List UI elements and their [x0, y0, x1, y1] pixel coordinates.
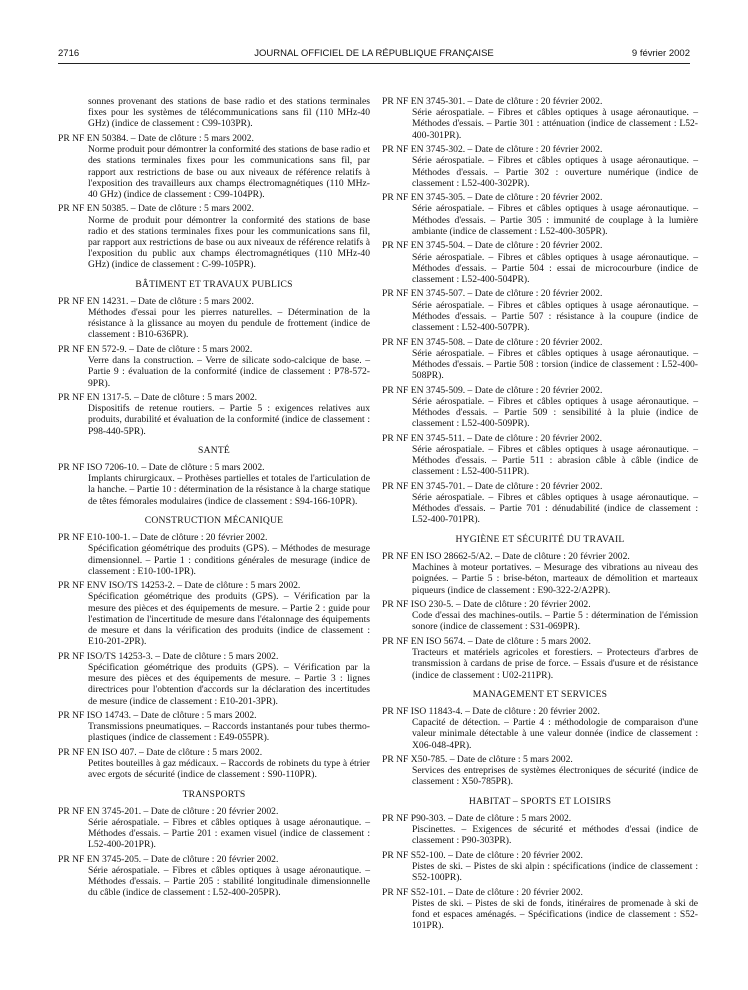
standard-entry	[58, 344, 370, 389]
standard-entry	[58, 133, 370, 200]
standard-reference: PR NF EN 3745-511. – Date de clôture : 20 février 2002.	[382, 432, 602, 444]
entry-list	[58, 532, 370, 780]
standard-reference: PR NF EN 3745-205. – Date de clôture : 20 février 2002.	[58, 853, 279, 865]
standard-entry	[382, 144, 698, 189]
standard-entry	[58, 580, 370, 647]
standard-entry	[382, 288, 698, 333]
standard-description: Spécification géométrique des produits (GPS). – Méthodes de mesurage dimensionnel. – Partie 1 : conditions générales de mesurage (indice de classement : E10-100-1PR).	[88, 543, 370, 577]
standard-description: Norme produit pour démontrer la conformité des stations de base radio et des stations terminales fixes pour les communications sans fil, par rapport aux restrictions de base ou aux niveaux de référence relatifs à l'exposition des travailleurs aux champs électromagnétiques (110 MHz-40 GHz) (indice de classement : C99-104PR).	[88, 144, 370, 200]
standard-reference: PR NF EN 3745-701. – Date de clôture : 20 février 2002.	[382, 480, 603, 492]
standard-reference: PR NF EN ISO 407. – Date de clôture : 5 mars 2002.	[58, 746, 263, 758]
standard-entry	[58, 854, 370, 899]
page-number: 2716	[58, 48, 80, 59]
standard-entry	[382, 754, 698, 788]
entry-list	[382, 706, 698, 788]
entry-list	[382, 551, 698, 681]
standard-entry	[58, 203, 370, 270]
standard-entry	[58, 392, 370, 437]
continued-text: sonnes provenant des stations de base radio et des stations terminales fixes pour les systèmes de télécommunications sans fil (110 MHz-40 GHz) (indice de classement : C99-103PR).	[88, 96, 370, 130]
standard-entry	[382, 337, 698, 382]
journal-title: JOURNAL OFFICIEL DE LA RÉPUBLIQUE FRANÇAISE	[254, 48, 494, 59]
standard-description: Code d'essai des machines-outils. – Partie 5 : détermination de l'émission sonore (indice de classement : S31-069PR).	[412, 610, 698, 633]
standard-reference: PR NF EN 50384. – Date de clôture : 5 mars 2002.	[58, 132, 254, 144]
standard-entry	[382, 240, 698, 285]
entry-list	[58, 806, 370, 899]
standard-description: Tracteurs et matériels agricoles et forestiers. – Protecteurs d'arbres de transmission à cardans de prise de force. – Essais d'usure et de résistance (indice de classement : U02-211PR).	[412, 647, 698, 681]
standard-description: Série aérospatiale. – Fibres et câbles optiques à usage aéronautique. – Méthodes d'essais. – Partie 302 : ouverture numérique (indice de classement : L52-400-302PR).	[412, 155, 698, 189]
standard-description: Verre dans la construction. – Verre de silicate sodo-calcique de base. – Partie 9 : évaluation de la conformité (indice de classement : P78-572-9PR).	[88, 355, 370, 389]
standard-entry	[382, 385, 698, 430]
standard-reference: PR NF X50-785. – Date de clôture : 5 mars 2002.	[382, 754, 573, 766]
standard-entry	[382, 551, 698, 596]
standard-entry	[58, 747, 370, 781]
standard-description: Série aérospatiale. – Fibres et câbles optiques à usage aéronautique. – Méthodes d'essais. – Partie 305 : immunité de couplage à la lumière ambiante (indice de classement : L52-400-305PR).	[412, 203, 698, 237]
standard-description: Méthodes d'essai pour les pierres naturelles. – Détermination de la résistance à la glissance au moyen du pendule de frottement (indice de classement : B10-636PR).	[88, 307, 370, 341]
entry-list	[58, 133, 370, 271]
standard-entry	[382, 96, 698, 141]
standard-description: Norme de produit pour démontrer la conformité des stations de base radio et des stations terminales fixes pour les communications sans fil, par rapport aux restrictions de base ou aux niveaux de référence relatifs à l'exposition du public aux champs électromagnétiques (110 MHz-40 GHz) (indice de classement : C-99-105PR).	[88, 214, 370, 271]
standard-reference: PR NF EN 1317-5. – Date de clôture : 5 mars 2002.	[58, 392, 258, 404]
standard-reference: PR NF EN 3745-509. – Date de clôture : 20 février 2002.	[382, 384, 603, 396]
entry-list	[58, 462, 370, 507]
standard-description: Spécification géométrique des produits (GPS). – Vérification par la mesure des pièces et des équipements de mesure. – Partie 3 : lignes directrices pour l'obtention d'accords sur la déclaration des incertitudes de mesure (indice de classement : E10-201-3PR).	[88, 661, 370, 707]
standard-description: Série aérospatiale. – Fibres et câbles optiques à usage aéronautique. – Méthodes d'essais. – Partie 507 : résistance à la coupure (indice de classement : L52-400-507PR).	[412, 299, 698, 334]
standard-description: Pistes de ski. – Pistes de ski de fonds, itinéraires de promenade à ski de fond et espaces aménagés. – Spécifications (indice de classement : S52-101PR).	[412, 897, 698, 932]
standard-description: Capacité de détection. – Partie 4 : méthodologie de comparaison d'une valeur minimale détectable à une valeur donnée (indice de classement : X06-048-4PR).	[412, 717, 698, 751]
standard-reference: PR NF EN 3745-507. – Date de clôture : 20 février 2002.	[382, 288, 603, 300]
standard-description: Machines à moteur portatives. – Mesurage des vibrations au niveau des poignées. – Partie 5 : brise-béton, marteaux de démolition et marteaux piqueurs (indice de classement : E90-322-2/A2PR).	[412, 562, 698, 596]
standard-entry	[58, 462, 370, 507]
standard-reference: PR NF EN 3745-508. – Date de clôture : 20 février 2002.	[382, 336, 603, 348]
standard-entry	[382, 433, 698, 478]
standard-reference: PR NF ISO 230-5. – Date de clôture : 20 février 2002.	[382, 599, 591, 610]
standard-reference: PR NF EN ISO 28662-5/A2. – Date de clôture : 20 février 2002.	[382, 550, 630, 562]
standard-reference: PR NF ENV ISO/TS 14253-2. – Date de clôture : 5 mars 2002.	[58, 580, 301, 592]
standard-entry	[382, 706, 698, 751]
standard-description: Dispositifs de retenue routiers. – Partie 5 : exigences relatives aux produits, durabilité et évaluation de la conformité (indice de classement : P98-440-5PR).	[88, 403, 370, 437]
header-rule	[58, 63, 690, 64]
section-heading: BÂTIMENT ET TRAVAUX PUBLICS	[135, 278, 293, 290]
standard-description: Services des entreprises de systèmes électroniques de sécurité (indice de classement : X50-785PR).	[412, 765, 698, 788]
standard-reference: PR NF E10-100-1. – Date de clôture : 20 février 2002.	[58, 532, 268, 544]
standard-description: Piscinettes. – Exigences de sécurité et méthodes d'essai (indice de classement : P90-303PR).	[412, 824, 698, 847]
page-header	[58, 48, 690, 64]
standard-reference: PR NF EN 3745-301. – Date de clôture : 20 février 2002.	[382, 96, 603, 107]
standard-entry	[382, 636, 698, 681]
entry-list	[58, 296, 370, 437]
section-heading: MANAGEMENT ET SERVICES	[472, 688, 608, 700]
standard-reference: PR NF ISO 14743. – Date de clôture : 5 mars 2002.	[58, 710, 257, 722]
standard-description: Série aérospatiale. – Fibres et câbles optiques à usage aéronautique. – Méthodes d'essais. – Partie 504 : essai de microcourbure (indice de classement : L52-400-504PR).	[412, 251, 698, 285]
standard-entry	[382, 481, 698, 526]
standard-description: Petites bouteilles à gaz médicaux. – Raccords de robinets du type à étrier avec ergots de sécurité (indice de classement : S90-110PR).	[88, 758, 370, 781]
standard-reference: PR NF EN 3745-302. – Date de clôture : 20 février 2002.	[382, 144, 603, 156]
standard-entry	[382, 599, 698, 633]
standard-entry	[58, 710, 370, 744]
standard-reference: PR NF EN 3745-504. – Date de clôture : 20 février 2002.	[382, 240, 603, 252]
standard-reference: PR NF S52-100. – Date de clôture : 20 février 2002.	[382, 849, 583, 861]
left-column	[58, 96, 370, 902]
section-heading: HYGIÈNE ET SÉCURITÉ DU TRAVAIL	[455, 533, 625, 545]
standard-entry	[58, 806, 370, 851]
standard-entry	[58, 532, 370, 577]
standard-reference: PR NF EN 50385. – Date de clôture : 5 mars 2002.	[58, 203, 254, 215]
standard-entry	[382, 192, 698, 237]
standard-reference: PR NF P90-303. – Date de clôture : 5 mars 2002.	[382, 812, 572, 824]
standard-entry	[382, 887, 698, 932]
standard-entry	[382, 850, 698, 884]
standard-reference: PR NF ISO 7206-10. – Date de clôture : 5 mars 2002.	[58, 462, 265, 474]
standard-reference: PR NF ISO/TS 14253-3. – Date de clôture : 5 mars 2002.	[58, 650, 279, 662]
standard-description: Série aérospatiale. – Fibres et câbles optiques à usage aéronautique. – Méthodes d'essais. – Partie 301 : atténuation (indice de classement : L52-400-301PR).	[412, 107, 698, 141]
section-heading: TRANSPORTS	[182, 788, 246, 800]
standard-reference: PR NF EN 3745-201. – Date de clôture : 20 février 2002.	[58, 805, 279, 817]
standard-description: Implants chirurgicaux. – Prothèses partielles et totales de l'articulation de la hanche. – Partie 10 : détermination de la résistance à la charge statique de têtes fémorales modulaires (indice de classement : S94-166-10PR).	[88, 473, 370, 507]
standard-entry	[382, 813, 698, 847]
standard-reference: PR NF EN 14231. – Date de clôture : 5 mars 2002.	[58, 295, 254, 307]
standard-description: Spécification géométrique des produits (GPS). – Vérification par la mesure des pièces et des équipements de mesure. – Partie 2 : guide pour l'estimation de l'incertitude de mesure dans l'étalonnage des équipements de mesure et dans la vérification des produits (indice de classement : E10-201-2PR).	[88, 591, 370, 648]
issue-date: 9 février 2002	[631, 48, 690, 59]
section-heading: HABITAT – SPORTS ET LOISIRS	[468, 795, 612, 807]
standard-reference: PR NF S52-101. – Date de clôture : 20 février 2002.	[382, 886, 583, 898]
standard-description: Transmissions pneumatiques. – Raccords instantanés pour tubes thermo-plastiques (indice de classement : E49-055PR).	[88, 721, 370, 744]
standard-description: Série aérospatiale. – Fibres et câbles optiques à usage aéronautique. – Méthodes d'essais. – Partie 205 : stabilité longitudinale dimensionnelle du câble (indice de classement : L52-400-205PR).	[88, 865, 370, 899]
standard-description: Série aérospatiale. – Fibres et câbles optiques à usage aéronautique. – Méthodes d'essais. – Partie 508 : torsion (indice de classement : L52-400-508PR).	[412, 347, 698, 382]
standard-description: Série aérospatiale. – Fibres et câbles optiques à usage aéronautique. – Méthodes d'essais. – Partie 511 : abrasion câble à câble (indice de classement : L52-400-511PR).	[412, 443, 698, 478]
entry-list	[382, 813, 698, 932]
standard-entry	[58, 651, 370, 707]
section-heading: CONSTRUCTION MÉCANIQUE	[144, 514, 284, 526]
standard-reference: PR NF ISO 11843-4. – Date de clôture : 20 février 2002.	[382, 705, 600, 717]
standard-description: Pistes de ski. – Pistes de ski alpin : spécifications (indice de classement : S52-100PR).	[412, 860, 698, 884]
section-heading: SANTÉ	[198, 444, 230, 456]
standard-description: Série aérospatiale. – Fibres et câbles optiques à usage aéronautique. – Méthodes d'essais. – Partie 509 : sensibilité à la pluie (indice de classement : L52-400-509PR).	[412, 395, 698, 430]
standard-reference: PR NF EN 3745-305. – Date de clôture : 20 février 2002.	[382, 192, 603, 204]
standard-reference: PR NF EN ISO 5674. – Date de clôture : 5 mars 2002.	[382, 635, 591, 647]
standard-entry	[58, 296, 370, 341]
standard-reference: PR NF EN 572-9. – Date de clôture : 5 mars 2002.	[58, 343, 253, 355]
right-column	[382, 96, 698, 935]
standard-description: Série aérospatiale. – Fibres et câbles optiques à usage aéronautique. – Méthodes d'essais. – Partie 201 : examen visuel (indice de classement : L52-400-201PR).	[88, 816, 370, 851]
entry-list	[382, 96, 698, 526]
standard-description: Série aérospatiale. – Fibres et câbles optiques à usage aéronautique. – Méthodes d'essais. – Partie 701 : dénudabilité (indice de classement : L52-400-701PR).	[412, 492, 698, 526]
